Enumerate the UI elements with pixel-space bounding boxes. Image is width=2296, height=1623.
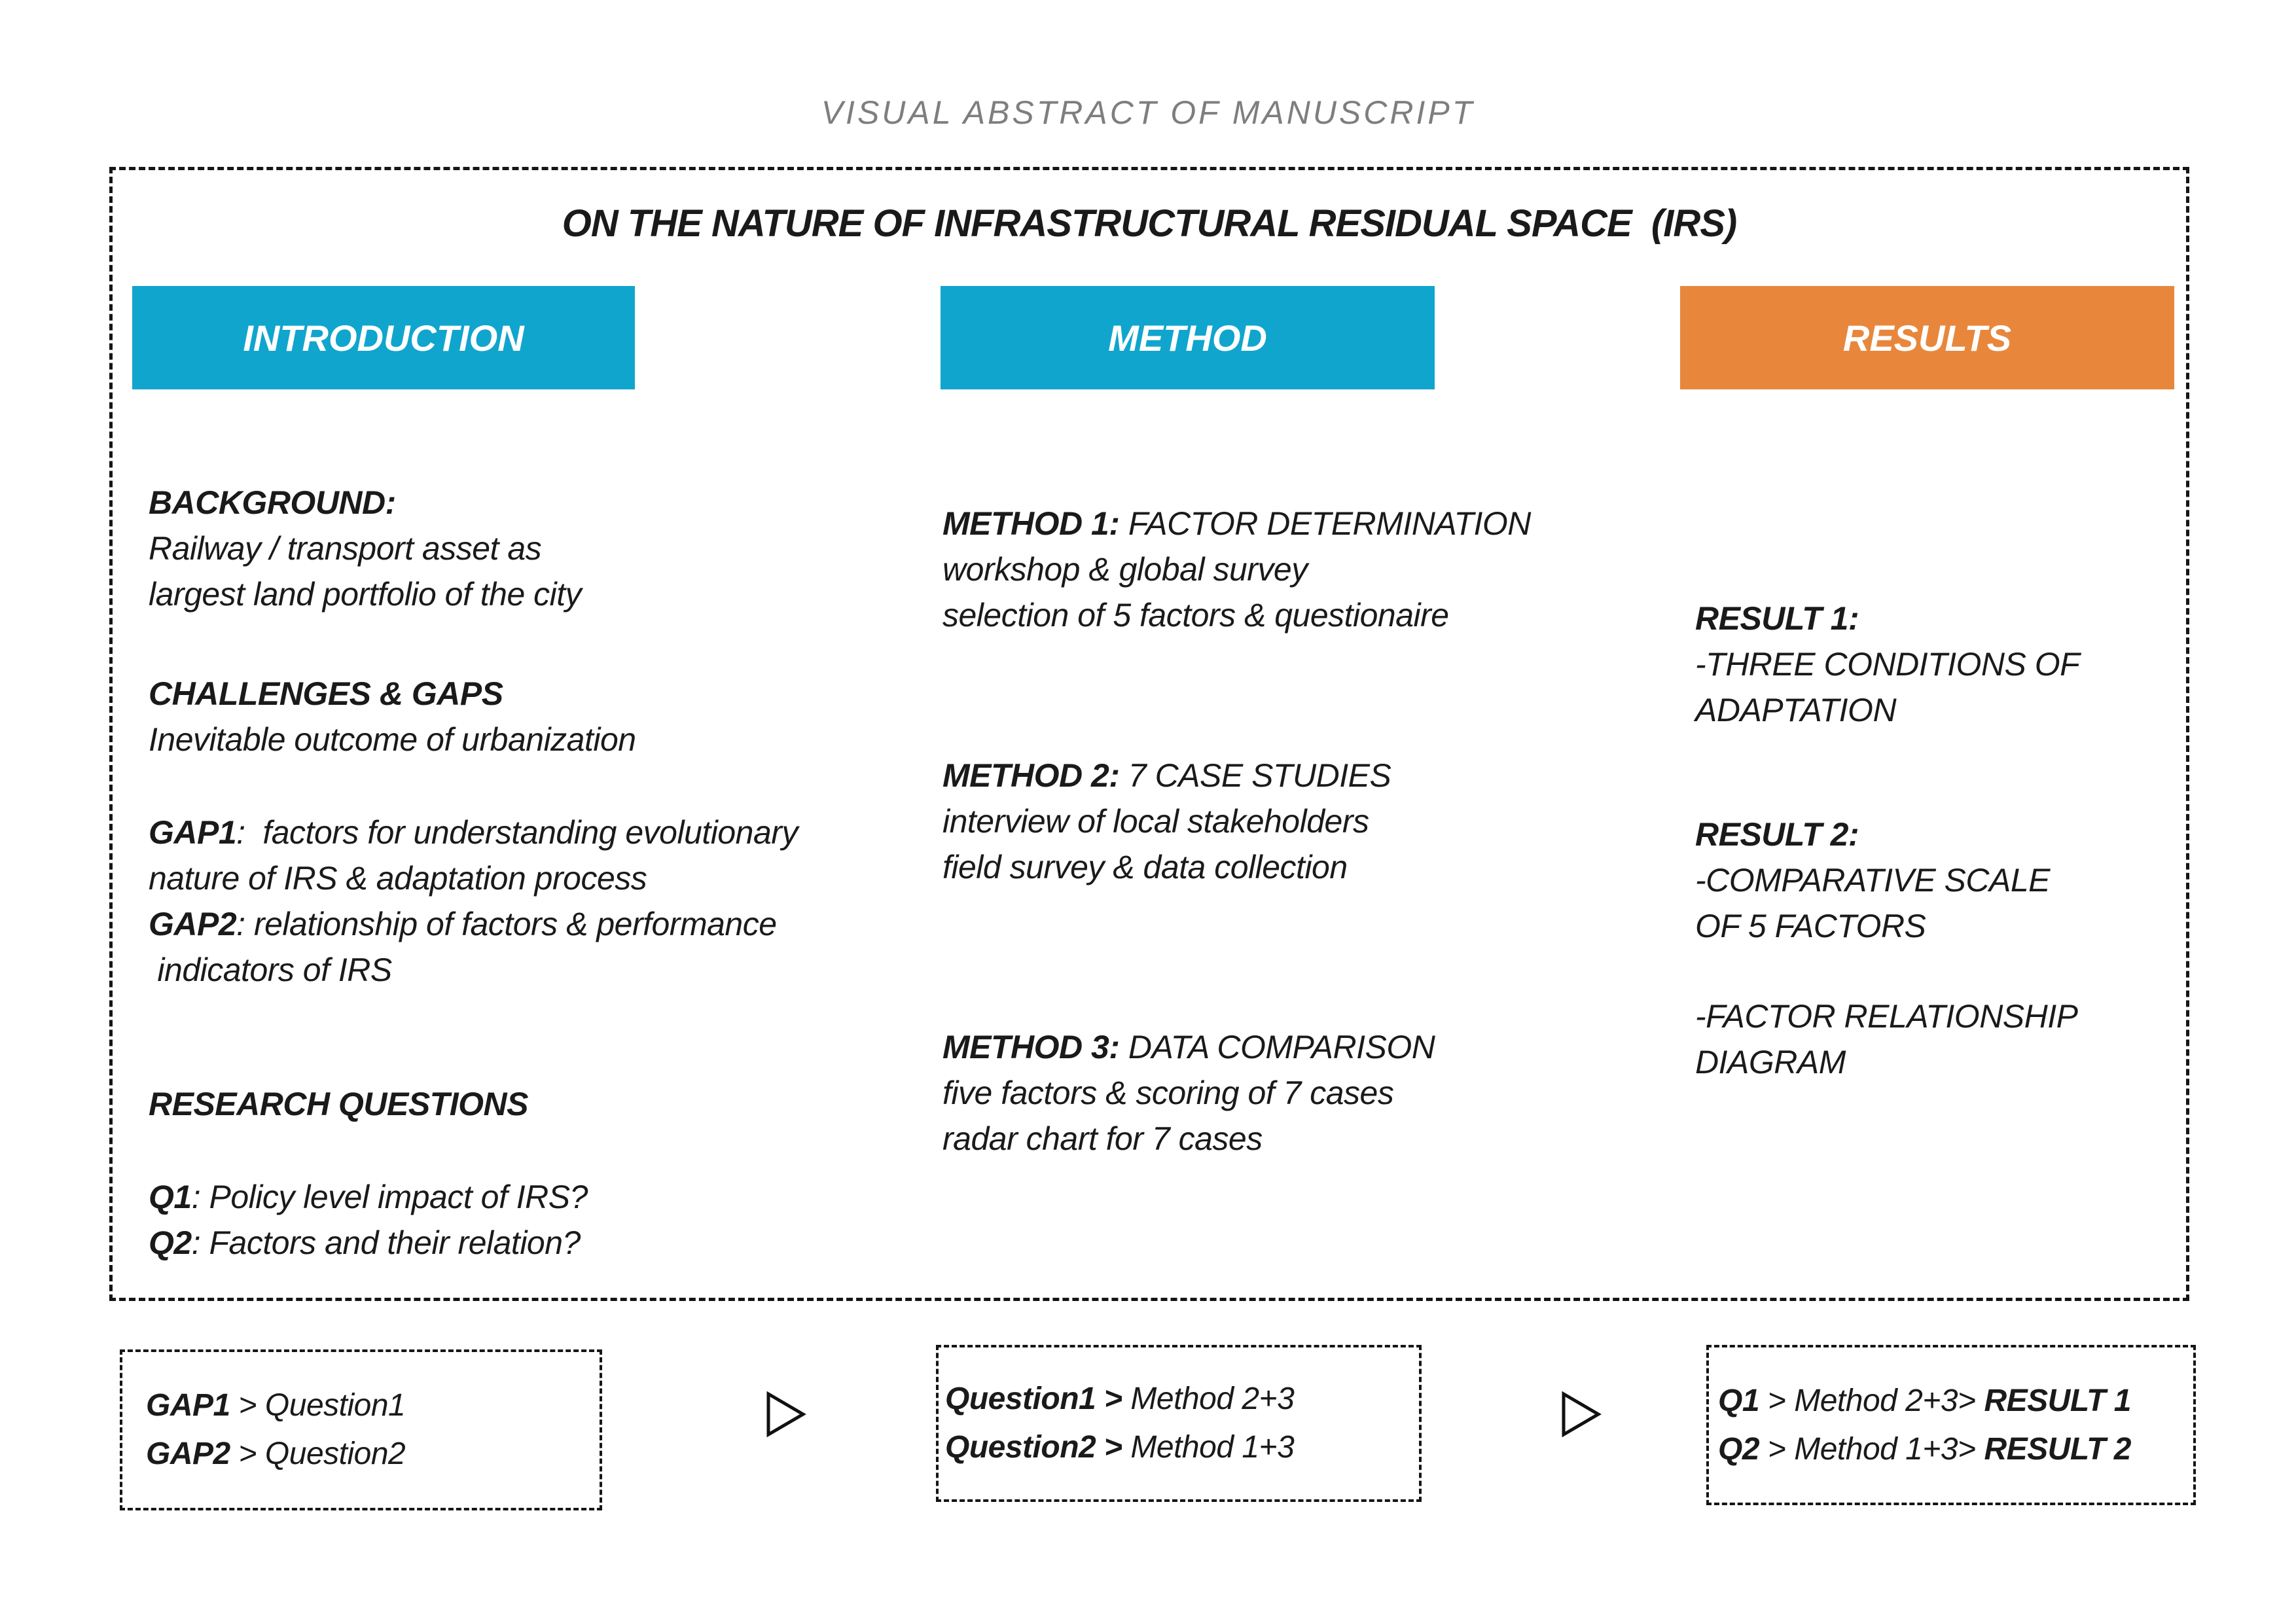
results-header-bar xyxy=(1680,286,2174,389)
regular-text: DIAGRAM xyxy=(1695,1044,1846,1080)
introduction-header-label: INTRODUCTION xyxy=(243,317,524,359)
research-questions-heading-section xyxy=(149,1081,967,1127)
bold-text: RESULT 1: xyxy=(1695,600,1859,637)
gaps-to-questions-box xyxy=(120,1349,602,1510)
text-line xyxy=(149,947,967,993)
regular-text: selection of 5 factors & questionaire xyxy=(942,597,1449,633)
regular-text: -FACTOR RELATIONSHIP xyxy=(1695,998,2078,1035)
text-line xyxy=(942,546,1689,592)
regular-text: 7 CASE STUDIES xyxy=(1119,757,1391,794)
regular-text: Inevitable outcome of urbanization xyxy=(149,721,636,758)
bold-text: Q2 xyxy=(149,1224,192,1261)
text-line xyxy=(146,1382,600,1430)
text-line xyxy=(149,717,967,762)
regular-text: : Policy level impact of IRS? xyxy=(191,1179,588,1215)
regular-text: nature of IRS & adaptation process xyxy=(149,860,647,897)
regular-text: Method 2+3 xyxy=(1122,1382,1295,1416)
text-line xyxy=(149,480,967,526)
regular-text: five factors & scoring of 7 cases xyxy=(942,1075,1394,1111)
regular-text: FACTOR DETERMINATION xyxy=(1119,505,1531,542)
regular-text: field survey & data collection xyxy=(942,849,1348,885)
text-line xyxy=(942,753,1689,798)
text-line xyxy=(1695,596,2193,641)
regular-text: -COMPARATIVE SCALE xyxy=(1695,862,2051,899)
regular-text: > Method 1+3> xyxy=(1759,1431,1984,1467)
questions-to-results-box xyxy=(1706,1345,2196,1505)
regular-text: Railway / transport asset as xyxy=(149,530,542,567)
right-triangle-icon xyxy=(766,1391,806,1437)
bold-text: Question2 > xyxy=(945,1430,1122,1465)
bold-text: GAP2 xyxy=(149,906,237,942)
regular-text: -THREE CONDITIONS OF xyxy=(1695,646,2080,683)
abstract-frame xyxy=(109,167,2189,1301)
text-line xyxy=(149,855,967,901)
questions-to-methods-box xyxy=(936,1345,1422,1502)
regular-text: ADAPTATION xyxy=(1695,692,1897,728)
text-line xyxy=(1718,1377,2193,1425)
text-line xyxy=(1695,903,2193,949)
right-triangle-icon xyxy=(1561,1391,1602,1437)
text-line xyxy=(149,1081,967,1127)
text-line xyxy=(942,844,1689,890)
bold-text: Question1 > xyxy=(945,1382,1122,1416)
text-line xyxy=(1695,1039,2193,1085)
bold-text: METHOD 1: xyxy=(942,505,1120,542)
text-line xyxy=(942,798,1689,844)
text-line xyxy=(149,1174,967,1220)
method-3-section xyxy=(942,1024,1689,1162)
regular-text: : Factors and their relation? xyxy=(191,1224,581,1261)
regular-text: workshop & global survey xyxy=(942,551,1308,588)
results-column xyxy=(1695,596,2193,1085)
text-line xyxy=(1718,1425,2193,1474)
regular-text: > Question2 xyxy=(230,1436,406,1471)
text-line xyxy=(149,1220,967,1266)
text-line xyxy=(1695,812,2193,857)
manuscript-title: ON THE NATURE OF INFRASTRUCTURAL RESIDUAL SPACE (IRS) xyxy=(562,202,1737,245)
bold-text: RESULT 2: xyxy=(1695,816,1859,853)
text-line xyxy=(1695,857,2193,903)
regular-text: interview of local stakeholders xyxy=(942,803,1369,840)
background-section xyxy=(149,480,967,617)
text-line xyxy=(149,571,967,617)
results-header-label: RESULTS xyxy=(1842,317,2012,359)
page-title: VISUAL ABSTRACT OF MANUSCRIPT xyxy=(821,94,1475,131)
bold-text: RESEARCH QUESTIONS xyxy=(149,1086,528,1122)
regular-text: : factors for understanding evolutionary xyxy=(236,814,798,851)
challenges-gaps-section xyxy=(149,671,967,762)
regular-text: > Question1 xyxy=(230,1388,406,1423)
text-line xyxy=(942,592,1689,638)
text-line xyxy=(1695,641,2193,687)
method-header-bar xyxy=(941,286,1435,389)
text-line xyxy=(149,671,967,717)
method-2-section xyxy=(942,753,1689,890)
bold-text: Q1 xyxy=(1718,1383,1760,1418)
text-line xyxy=(146,1430,600,1478)
bold-text: GAP2 xyxy=(146,1436,230,1471)
text-line xyxy=(149,901,967,947)
bold-text: GAP1 xyxy=(146,1388,230,1423)
factor-relationship-section xyxy=(1695,993,2193,1085)
result-2-section xyxy=(1695,812,2193,949)
introduction-header-bar xyxy=(132,286,635,389)
bold-text: CHALLENGES & GAPS xyxy=(149,675,503,712)
introduction-column xyxy=(149,480,967,1266)
regular-text: > Method 2+3> xyxy=(1759,1383,1984,1418)
bold-text: GAP1 xyxy=(149,814,237,851)
text-line xyxy=(1695,687,2193,733)
gaps-section xyxy=(149,810,967,993)
text-line xyxy=(149,526,967,571)
research-questions-section xyxy=(149,1174,967,1266)
bold-text: RESULT 1 xyxy=(1984,1383,2131,1418)
regular-text: DATA COMPARISON xyxy=(1119,1029,1435,1065)
result-1-section xyxy=(1695,596,2193,733)
text-line xyxy=(942,1024,1689,1070)
text-line xyxy=(149,810,967,855)
text-line xyxy=(1695,993,2193,1039)
method-column xyxy=(942,501,1689,1162)
bold-text: RESULT 2 xyxy=(1984,1431,2131,1467)
bold-text: Q1 xyxy=(149,1179,192,1215)
regular-text: OF 5 FACTORS xyxy=(1695,908,1926,944)
bold-text: METHOD 2: xyxy=(942,757,1120,794)
text-line xyxy=(945,1423,1419,1472)
method-1-section xyxy=(942,501,1689,638)
bold-text: METHOD 3: xyxy=(942,1029,1120,1065)
regular-text: : relationship of factors & performance xyxy=(236,906,777,942)
bold-text: BACKGROUND: xyxy=(149,484,396,521)
method-header-label: METHOD xyxy=(1108,317,1267,359)
bold-text: Q2 xyxy=(1718,1431,1760,1467)
regular-text: largest land portfolio of the city xyxy=(149,576,582,613)
regular-text: Method 1+3 xyxy=(1122,1430,1295,1465)
text-line xyxy=(942,1116,1689,1162)
regular-text: radar chart for 7 cases xyxy=(942,1120,1263,1157)
regular-text: indicators of IRS xyxy=(149,952,392,988)
text-line xyxy=(942,501,1689,546)
text-line xyxy=(942,1070,1689,1116)
text-line xyxy=(945,1375,1419,1423)
